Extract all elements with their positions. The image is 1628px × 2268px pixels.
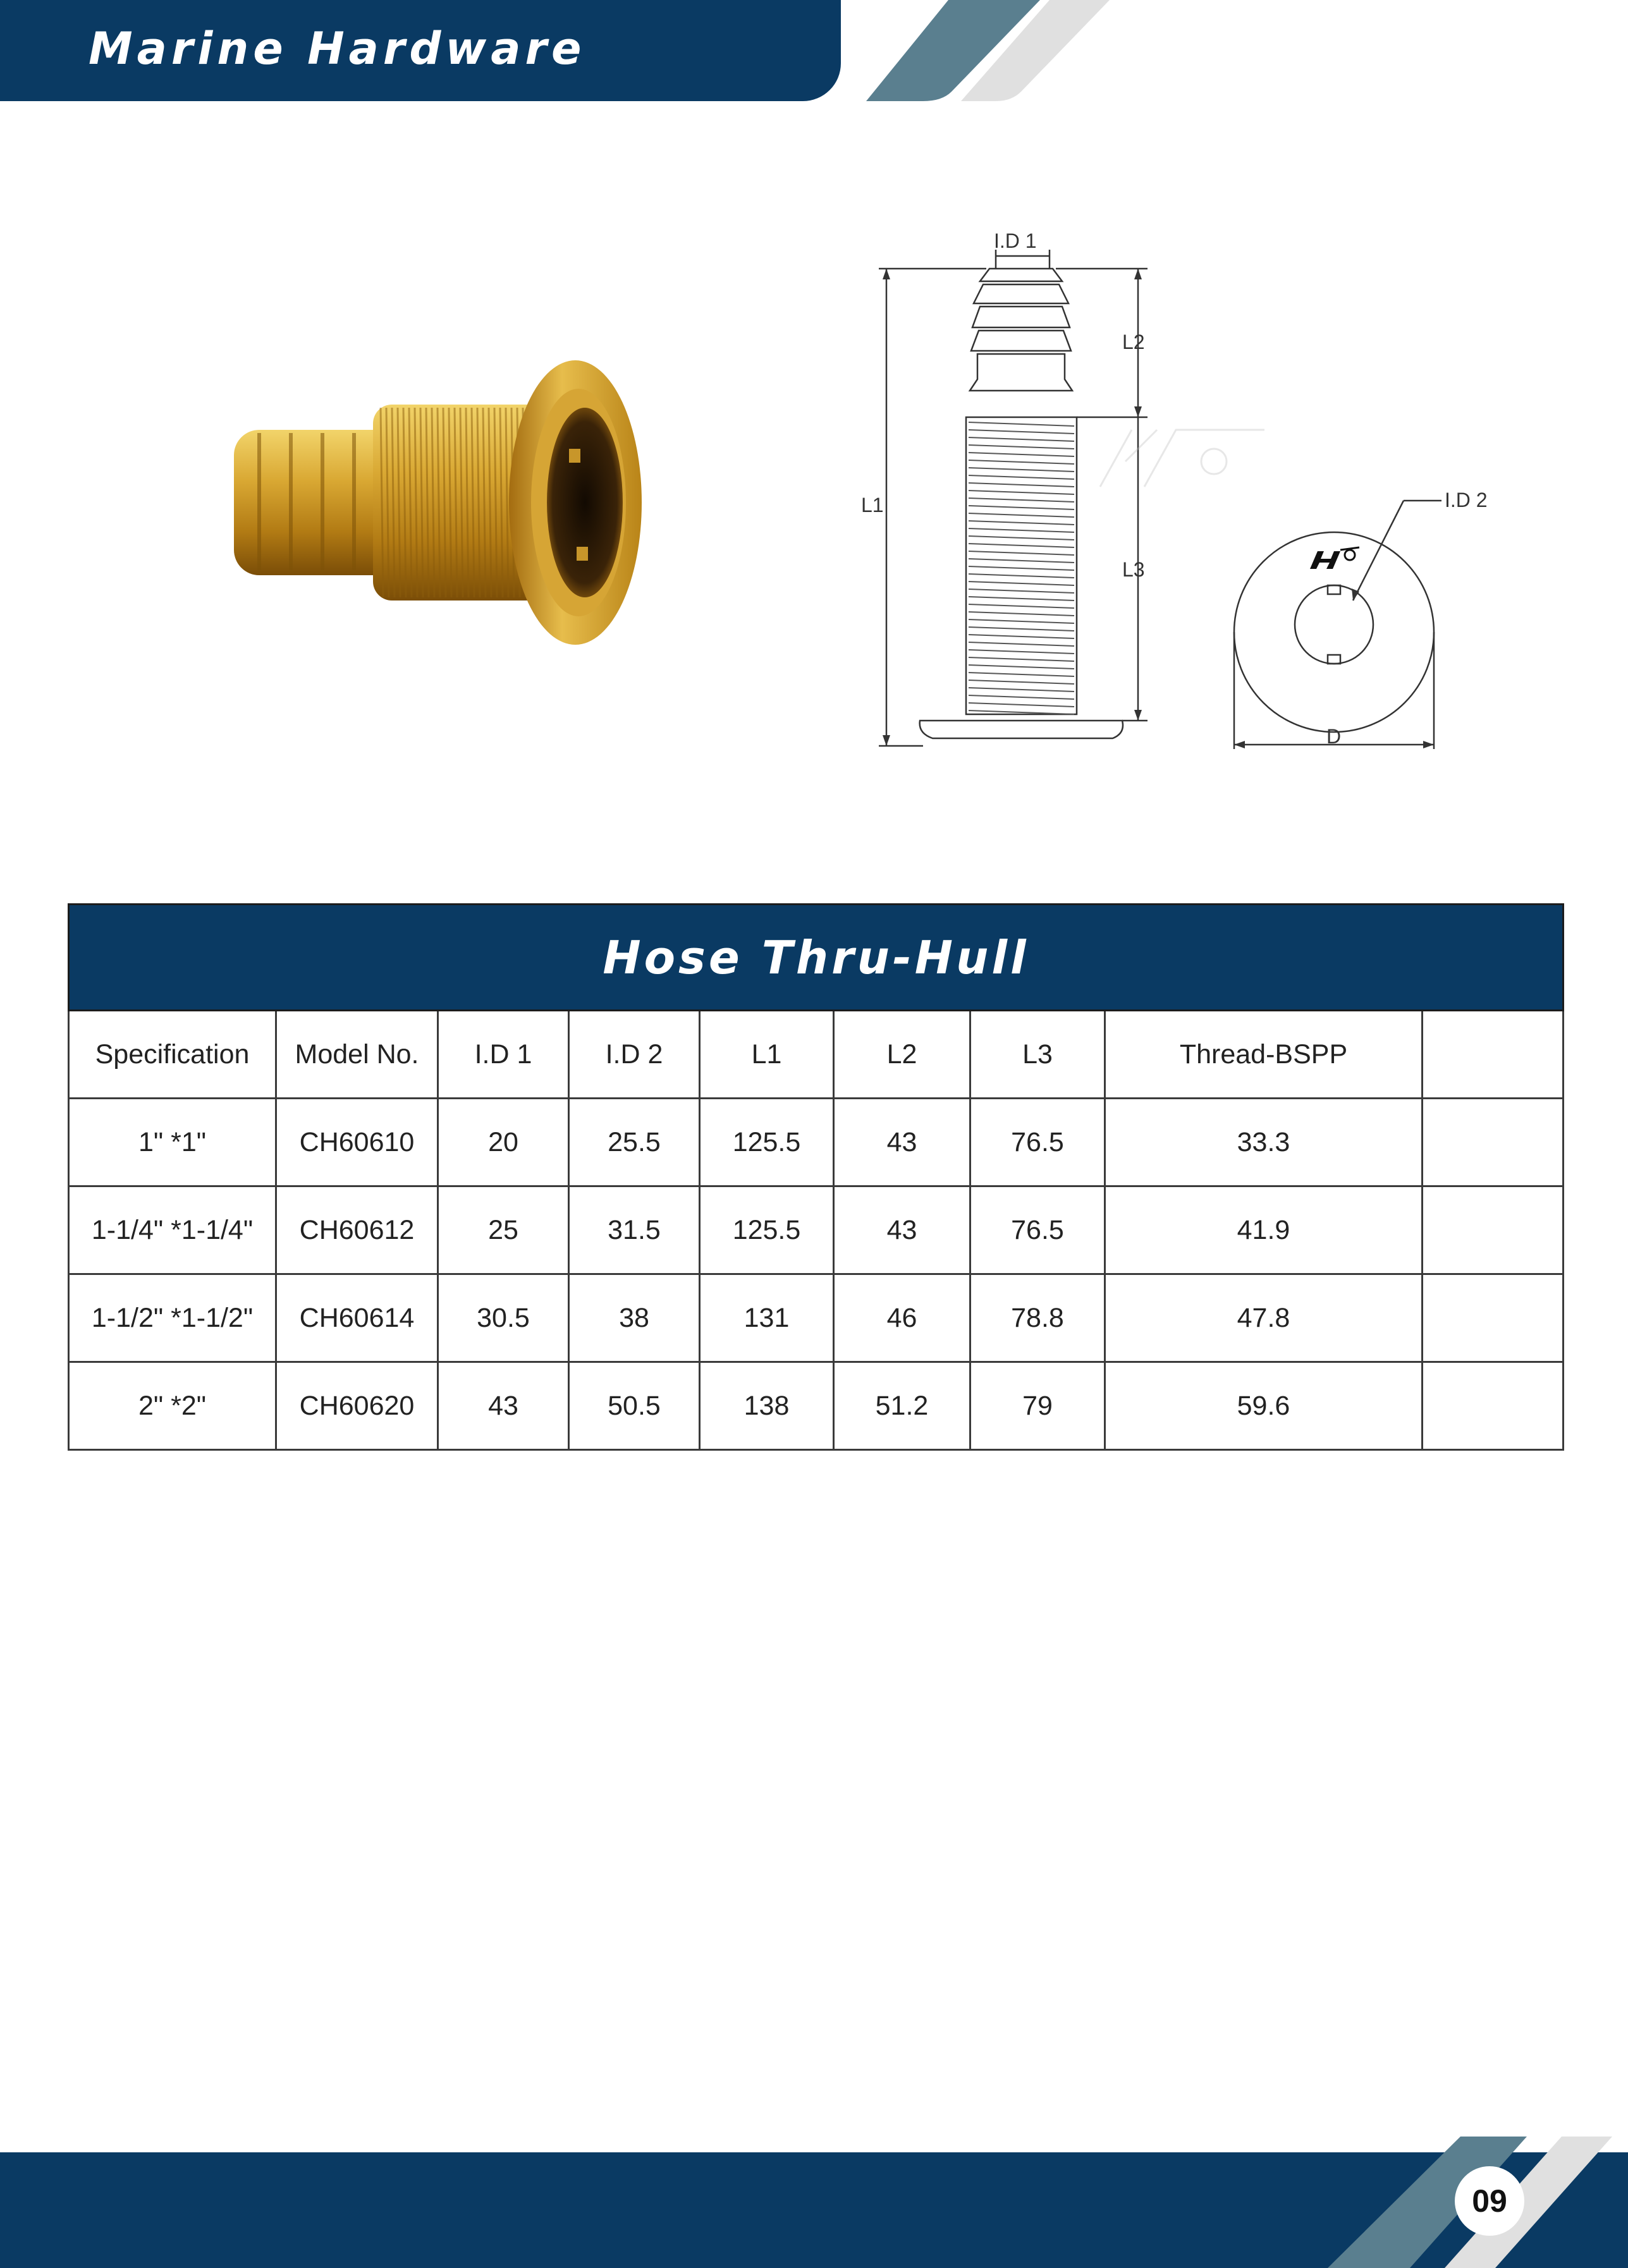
table-cell: 43 xyxy=(834,1186,970,1274)
table-header-row xyxy=(69,1011,1564,1099)
table-cell: 1-1/4" *1-1/4" xyxy=(69,1186,276,1274)
label-l3: L3 xyxy=(1122,558,1145,581)
table-row xyxy=(69,1274,1564,1362)
label-l2: L2 xyxy=(1122,331,1145,353)
product-photo xyxy=(215,329,695,670)
column-header: Thread-BSPP xyxy=(1105,1011,1423,1099)
label-l1: L1 xyxy=(861,494,884,516)
table-cell: CH60614 xyxy=(276,1274,438,1362)
brand-logo-mark xyxy=(1310,547,1359,569)
table-row xyxy=(69,1186,1564,1274)
table-cell: 31.5 xyxy=(569,1186,700,1274)
table-cell: 76.5 xyxy=(970,1186,1105,1274)
table-cell: 43 xyxy=(834,1099,970,1186)
header-stripes xyxy=(860,0,1125,101)
table-cell xyxy=(1423,1362,1564,1450)
column-header: L1 xyxy=(700,1011,834,1099)
table-cell xyxy=(1423,1099,1564,1186)
table-row xyxy=(69,1099,1564,1186)
page-title: Marine Hardware xyxy=(89,23,586,75)
table-cell: 51.2 xyxy=(834,1362,970,1450)
label-id1: I.D 1 xyxy=(994,229,1037,252)
column-header: I.D 1 xyxy=(438,1011,569,1099)
table-cell: 33.3 xyxy=(1105,1099,1423,1186)
table-cell: 1" *1" xyxy=(69,1099,276,1186)
label-id2: I.D 2 xyxy=(1445,489,1488,511)
page-number: 09 xyxy=(1455,2166,1524,2236)
table-cell: 125.5 xyxy=(700,1099,834,1186)
column-header: L3 xyxy=(970,1011,1105,1099)
header-bar xyxy=(0,0,841,101)
table-title: Hose Thru-Hull xyxy=(69,905,1564,1011)
table-cell xyxy=(1423,1274,1564,1362)
table-row xyxy=(69,1362,1564,1450)
technical-drawing xyxy=(860,221,1549,765)
table-cell: 76.5 xyxy=(970,1099,1105,1186)
table-cell: 59.6 xyxy=(1105,1362,1423,1450)
table-cell: 125.5 xyxy=(700,1186,834,1274)
column-header: I.D 2 xyxy=(569,1011,700,1099)
table-cell: 47.8 xyxy=(1105,1274,1423,1362)
table-cell: 25 xyxy=(438,1186,569,1274)
table-cell: 1-1/2" *1-1/2" xyxy=(69,1274,276,1362)
table-cell: 38 xyxy=(569,1274,700,1362)
table-cell: 46 xyxy=(834,1274,970,1362)
table-cell: CH60612 xyxy=(276,1186,438,1274)
label-d: D xyxy=(1326,725,1342,748)
table-cell: 79 xyxy=(970,1362,1105,1450)
table-cell: CH60610 xyxy=(276,1099,438,1186)
table-cell: 138 xyxy=(700,1362,834,1450)
table-cell: 78.8 xyxy=(970,1274,1105,1362)
column-header: L2 xyxy=(834,1011,970,1099)
table-cell xyxy=(1423,1186,1564,1274)
table-cell: 43 xyxy=(438,1362,569,1450)
table-cell: 41.9 xyxy=(1105,1186,1423,1274)
column-header: Specification xyxy=(69,1011,276,1099)
watermark xyxy=(1100,430,1264,487)
column-header xyxy=(1423,1011,1564,1099)
table-cell: 30.5 xyxy=(438,1274,569,1362)
table-cell: 50.5 xyxy=(569,1362,700,1450)
table-cell: 2" *2" xyxy=(69,1362,276,1450)
column-header: Model No. xyxy=(276,1011,438,1099)
table-cell: 131 xyxy=(700,1274,834,1362)
table-cell: 20 xyxy=(438,1099,569,1186)
table-cell: 25.5 xyxy=(569,1099,700,1186)
table-cell: CH60620 xyxy=(276,1362,438,1450)
spec-table xyxy=(68,903,1564,1451)
